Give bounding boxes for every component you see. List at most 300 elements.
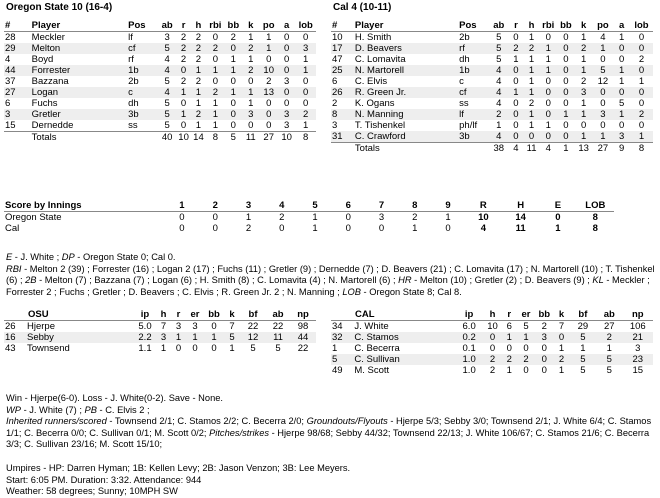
stat-cell: 32 (331, 332, 353, 343)
stat-cell: 1 (502, 332, 517, 343)
stat-cell: 0 (600, 120, 606, 131)
stat-cell: 0 (613, 43, 630, 54)
stat-cell: 0 (192, 343, 198, 354)
stat-cell: 4 (489, 65, 508, 76)
stat-cell: 0 (303, 98, 309, 109)
stat-cell: Melton (31, 43, 127, 54)
stat-cell: 0 (638, 98, 645, 109)
column-header: h (489, 309, 496, 320)
stat-cell: 0 (508, 65, 524, 76)
kl-label: KL (592, 275, 604, 286)
totals-cell: 9 (619, 143, 625, 154)
batter-row (331, 54, 653, 65)
stat-cell: 4 (496, 76, 502, 87)
column-header: a (619, 20, 625, 31)
decision-text: Win - Hjerpe(6-0). Loss - J. White(0-2). Save - None. (6, 393, 223, 403)
pitcher-row (331, 321, 653, 333)
stat-cell: 0 (278, 65, 295, 76)
stat-cell: 2 (180, 32, 187, 43)
stat-cell: 0 (535, 354, 553, 365)
stat-cell: 1 (592, 131, 613, 143)
stat-cell: 0 (211, 343, 217, 354)
stat-cell: 2 (489, 109, 508, 120)
stat-cell: 0 (508, 109, 524, 120)
inning-runs: 0 (212, 212, 218, 223)
stat-cell: ss (459, 98, 469, 109)
umpires: Umpires - HP: Darren Hyman; 1B: Kellen Levy; 2B: Jason Venzon; 3B: Lee Meyers. (6, 463, 351, 473)
rhe-value: 0 (555, 212, 561, 223)
stat-cell: 2 (528, 98, 535, 109)
inning-runs: 0 (445, 223, 451, 234)
stat-cell: 28 (5, 32, 16, 43)
stat-cell: J. White (354, 321, 389, 332)
stat-cell: Fuchs (31, 98, 58, 109)
stat-cell: 1 (171, 332, 186, 343)
column-header: rbi (542, 20, 555, 31)
stat-cell: C. Elvis (354, 76, 388, 87)
stat-cell: 15 (632, 365, 644, 376)
inning-runs: 1 (445, 212, 451, 223)
stat-cell: 4 (489, 131, 508, 143)
dp-label: DP (61, 252, 75, 262)
stat-cell: 2.2 (134, 332, 156, 343)
stat-cell: 98 (297, 321, 309, 332)
team-name: Cal (5, 223, 20, 234)
inherited-runners-text: - Townsend 2/1; C. Stamos 2/2; C. Becerra 2/0; (106, 416, 307, 427)
column-header: Pos (459, 20, 477, 31)
stat-cell: Logan (31, 87, 127, 98)
game-info (6, 463, 656, 498)
stat-cell: 1 (508, 87, 524, 98)
stat-cell: 1 (242, 87, 259, 98)
stat-cell: 0 (553, 332, 569, 343)
column-header: po (262, 20, 275, 31)
stat-cell: ss (128, 120, 138, 131)
stat-cell: 0 (545, 76, 551, 87)
stat-cell: 1 (195, 98, 202, 109)
column-header: ip (140, 309, 150, 320)
column-header: Player (354, 20, 384, 31)
stat-cell: H. Smith (354, 32, 392, 43)
stat-cell: 0 (545, 32, 551, 43)
stat-cell: 49 (332, 365, 343, 376)
stat-cell: 0.2 (455, 332, 483, 343)
inning-header: 2 (212, 200, 218, 211)
stat-cell: 1 (592, 43, 613, 54)
column-header: k (580, 20, 587, 31)
pitching-team-title: CAL (355, 309, 375, 320)
stat-cell: 8 (331, 109, 354, 120)
stat-cell: cf (458, 87, 489, 98)
stat-cell: 0 (638, 32, 645, 43)
stat-cell: 2 (575, 43, 593, 54)
stat-cell: 5 (619, 98, 625, 109)
inning-runs: 0 (345, 212, 351, 223)
stat-cell: 21 (622, 332, 653, 343)
totals-cell: 1 (563, 143, 569, 154)
inning-runs: 1 (245, 212, 252, 223)
stat-cell: N. Martorell (354, 65, 458, 76)
stat-cell: 12 (240, 332, 266, 343)
batter-row (4, 109, 316, 120)
stat-cell: 1 (619, 76, 625, 87)
stat-cell: 0.1 (462, 343, 476, 354)
stat-cell: 0 (619, 120, 625, 131)
stat-cell: 2 (596, 332, 622, 343)
pitches-strikes-label: Pitches/strikes (209, 427, 270, 438)
stat-cell: 2b (459, 32, 470, 43)
column-header: ab (161, 20, 173, 31)
stat-cell: 5 (580, 365, 586, 376)
stat-cell: 2 (332, 98, 338, 109)
stat-cell: 0 (303, 32, 309, 43)
stat-cell: 1.0 (455, 354, 483, 365)
stat-cell: 34 (332, 321, 343, 332)
stat-cell: 1 (539, 65, 557, 76)
stat-cell: 25 (331, 65, 354, 76)
stat-cell: 5 (592, 65, 613, 76)
stat-cell: 11 (266, 332, 290, 343)
stat-cell: 1b (127, 65, 158, 76)
game-notes (6, 252, 656, 298)
stat-cell: 0 (557, 87, 575, 98)
stat-cell: 26 (5, 321, 16, 332)
rhe-value: 4 (480, 223, 486, 234)
stat-cell: 0 (225, 43, 242, 54)
stat-cell: 3 (535, 332, 553, 343)
stat-cell: dh (459, 54, 470, 65)
column-header: k (558, 309, 565, 320)
stat-cell: 1.0 (462, 365, 476, 376)
column-header: np (297, 309, 309, 320)
batter-row (4, 87, 316, 98)
stat-cell: 3 (332, 120, 338, 131)
stat-cell: 5 (606, 365, 612, 376)
totals-cell: 14 (193, 132, 204, 143)
stat-cell: 1 (266, 32, 272, 43)
stat-cell: 31 (331, 131, 354, 143)
stat-cell: 0 (619, 54, 625, 65)
inning-header: 4 (279, 200, 285, 211)
stat-cell: 0 (211, 321, 217, 332)
totals-row (331, 143, 653, 155)
e-label: E (6, 252, 13, 262)
stat-cell: 0 (176, 65, 190, 76)
pitcher-row (331, 332, 653, 343)
lob-text: - Oregon State 8; Cal 8. (360, 286, 462, 297)
stat-cell: 2 (508, 43, 524, 54)
stat-cell: 1 (575, 65, 593, 76)
stat-cell: 13 (259, 87, 277, 98)
column-header: ab (603, 309, 615, 320)
rhe-header: E (554, 200, 562, 211)
kl-text: - Meckler ; Forrester 2 ; Fuchs ; Gretler ; D. Beavers ; C. Elvis ; R. Green Jr. 2 ; N. Manning ; (6, 275, 650, 297)
stat-cell: 0 (212, 54, 219, 65)
stat-cell: 3 (242, 109, 259, 120)
stat-cell: 29 (577, 321, 589, 332)
team-name: Oregon State (5, 212, 62, 223)
stat-cell: Dernedde (31, 120, 74, 131)
column-header: lob (298, 20, 313, 31)
stat-cell: 2 (176, 43, 190, 54)
totals-cell (4, 132, 31, 144)
stat-cell: cf (127, 43, 158, 54)
stat-cell: 0 (230, 120, 236, 131)
stat-cell: 3 (175, 321, 182, 332)
totals-cell: Totals (354, 143, 380, 154)
stat-cell: 2 (638, 54, 645, 65)
stat-cell: Townsend (27, 343, 70, 354)
stat-cell: 0 (303, 76, 309, 87)
column-header: k (229, 309, 235, 320)
stat-cell: 47 (332, 54, 343, 65)
pitches-strikes-text: - Hjerpe 98/68; Sebby 44/32; Townsend 22/13; J. White 106/67; C. Stamos 21/6; C. Becerra 3/3; C. Sullivan 23/16; M. Scott 15/10; (6, 427, 650, 450)
stat-cell: 3 (284, 76, 290, 87)
stat-cell: 4 (158, 65, 176, 76)
totals-cell (458, 143, 489, 155)
pitching-team-title: OSU (28, 309, 49, 320)
away-batting-table (331, 20, 653, 154)
stat-cell: 6.0 (462, 321, 476, 332)
pb-label: PB (84, 404, 97, 415)
stat-cell: 1 (580, 32, 587, 43)
stat-cell: 1 (191, 87, 206, 98)
stat-cell: 0 (225, 109, 242, 120)
totals-cell: 27 (597, 143, 609, 154)
stat-cell: 0 (580, 120, 587, 131)
stat-cell: 0 (600, 54, 606, 65)
stat-cell: 1 (545, 120, 551, 131)
away-team-title: Cal 4 (10-11) (333, 2, 392, 13)
stat-cell: 1 (191, 65, 206, 76)
stat-cell: 0 (539, 87, 557, 98)
stat-cell: 2 (524, 43, 540, 54)
stat-cell: 0 (278, 43, 295, 54)
stat-cell: Sebby (26, 332, 134, 343)
column-header: r (176, 309, 181, 320)
inning-runs: 1 (412, 223, 418, 234)
rbi-text: - Melton 2 (39) ; Forrester (16) ; Logan 2 (17) ; Fuchs (11) ; Gretler (9) ; Dernedde (7) ; D. Beavers (21) ; C. Lomavita (17) ; N. Martorell (10) ; T. Tishenkel (6) ; (6, 263, 655, 286)
away-batting-body (331, 32, 653, 155)
stat-cell: 1.1 (138, 343, 152, 354)
stat-cell: 2b (128, 76, 139, 87)
column-header: h (160, 309, 167, 320)
stat-cell: T. Tishenkel (354, 120, 406, 131)
stat-cell: 22 (247, 321, 259, 332)
hr-label: HR (398, 275, 412, 286)
totals-cell: 11 (526, 143, 537, 154)
stat-cell: 1 (295, 65, 316, 76)
stat-cell: 3 (295, 43, 316, 54)
stat-cell: 0 (212, 76, 219, 87)
totals-cell: 27 (263, 132, 274, 143)
pitching-notes (6, 393, 656, 451)
totals-cell: 4 (545, 143, 551, 154)
stat-cell: 1 (528, 32, 535, 43)
stat-cell: 0 (630, 65, 653, 76)
stat-cell: 4 (496, 98, 502, 109)
stat-cell: 5 (523, 321, 529, 332)
stat-cell: 5.0 (138, 321, 152, 332)
stat-cell: 7 (160, 321, 167, 332)
wp-text: - J. White (7) ; (20, 404, 85, 415)
inning-header: 5 (312, 200, 318, 211)
stat-cell: 0 (539, 131, 557, 143)
stat-cell: 0 (557, 131, 575, 143)
stat-cell: C. Becerra (354, 343, 400, 354)
stat-cell: 1 (517, 332, 535, 343)
stat-cell: 2 (580, 76, 587, 87)
away-pitching-header (331, 309, 653, 321)
stat-cell: 4 (158, 87, 176, 98)
stat-cell: 10 (332, 32, 343, 43)
stat-cell: 0 (524, 131, 540, 143)
stat-cell: 2 (553, 354, 569, 365)
stat-cell: 5 (164, 76, 170, 87)
pb-text: - C. Elvis 2 ; (96, 404, 150, 415)
batter-row (331, 76, 653, 87)
batter-row (4, 54, 316, 65)
column-header: r (514, 20, 518, 31)
stat-cell: 1 (638, 76, 645, 87)
column-header: Player (31, 20, 61, 31)
stat-cell: 1 (545, 54, 551, 65)
column-header: r (507, 309, 512, 320)
home-pitching-header (4, 309, 316, 321)
stat-cell: 4 (600, 32, 606, 43)
stat-cell: 0 (248, 76, 254, 87)
column-header: er (521, 309, 531, 320)
stat-cell: 0 (563, 98, 569, 109)
rhe-value: 1 (555, 223, 561, 234)
stat-cell: 0 (284, 54, 290, 65)
stat-cell: 1 (176, 109, 190, 120)
doubles-label: 2B (25, 275, 37, 286)
column-header: ab (272, 309, 284, 320)
stat-cell: 2 (191, 43, 206, 54)
stat-cell: 5 (570, 332, 596, 343)
totals-cell: 10 (178, 132, 189, 143)
stat-cell: 0 (592, 87, 613, 98)
batter-row (4, 32, 316, 44)
column-header: # (5, 20, 11, 31)
stat-cell: 0 (638, 120, 645, 131)
stat-cell: 1 (558, 343, 565, 354)
stat-cell: 1 (160, 343, 167, 354)
stat-cell: 0 (563, 76, 569, 87)
inherited-runners-label: Inherited runners/scored (6, 416, 107, 427)
stat-cell: 1 (206, 109, 224, 120)
stat-cell: 27 (4, 87, 31, 98)
stat-cell: 0 (266, 98, 272, 109)
stat-cell: Boyd (31, 54, 54, 65)
stat-cell: Forrester (31, 65, 127, 76)
stat-cell: C. Sullivan (353, 354, 455, 365)
batter-row (331, 87, 653, 98)
stat-cell: dh (128, 98, 139, 109)
stat-cell: 4 (164, 54, 170, 65)
stat-cell: 0 (175, 343, 182, 354)
stat-cell: 5 (331, 354, 353, 365)
stat-cell: 3b (127, 109, 158, 120)
column-header: Pos (128, 20, 146, 31)
away-pitching-table (331, 309, 653, 376)
column-header: # (332, 20, 338, 31)
column-header: lob (634, 20, 649, 31)
inning-runs: 0 (179, 223, 185, 234)
stat-cell: 5 (496, 54, 502, 65)
stat-cell: 5 (489, 43, 508, 54)
stat-cell: K. Ogans (354, 98, 395, 109)
score-by-innings-title: Score by Innings (5, 200, 82, 211)
stat-cell: 3 (4, 109, 31, 120)
stat-cell: 0 (523, 365, 529, 376)
column-header: h (528, 20, 535, 31)
stat-cell: 0 (557, 43, 575, 54)
stat-cell: 0 (513, 98, 519, 109)
stat-cell: 1 (580, 54, 587, 65)
stat-cell: 1 (524, 109, 540, 120)
batter-row (331, 65, 653, 76)
stat-cell: 3 (592, 109, 613, 120)
totals-cell (127, 132, 158, 144)
batter-row (331, 109, 653, 120)
stat-cell: 0 (508, 131, 524, 143)
stat-cell: 0 (284, 32, 290, 43)
stat-cell: 43 (5, 343, 16, 354)
stat-cell: 2 (180, 54, 187, 65)
stat-cell: 0 (541, 343, 547, 354)
stat-cell: 0 (230, 76, 236, 87)
column-header: a (284, 20, 290, 31)
stat-cell: 6 (506, 321, 512, 332)
stat-cell: 4 (489, 87, 508, 98)
rhe-value: 8 (592, 212, 598, 223)
inning-runs: 3 (378, 212, 385, 223)
stat-cell: 5 (496, 32, 502, 43)
team-line-score (4, 212, 614, 224)
stat-cell: 27 (603, 321, 615, 332)
stat-cell: 0 (563, 54, 569, 65)
stat-cell: 2 (195, 54, 202, 65)
stat-cell: 5 (275, 343, 281, 354)
stat-cell: D. Beavers (354, 43, 458, 54)
stat-cell: 5 (250, 343, 256, 354)
stat-cell: 44 (290, 332, 316, 343)
stat-cell: N. Manning (354, 109, 458, 120)
score-by-innings-header (4, 200, 614, 212)
stat-cell: 37 (5, 76, 16, 87)
inning-runs: 2 (412, 212, 418, 223)
stat-cell: 2 (206, 43, 224, 54)
inning-runs: 2 (279, 212, 285, 223)
stat-cell: 3 (164, 32, 170, 43)
stat-cell: 1 (212, 98, 219, 109)
pitcher-row (4, 321, 316, 333)
stat-cell: 2 (195, 76, 202, 87)
stat-cell: 3 (192, 321, 198, 332)
stat-cell: 26 (331, 87, 354, 98)
totals-cell: Totals (31, 132, 57, 143)
stat-cell: 1 (524, 65, 540, 76)
totals-cell: 4 (513, 143, 519, 154)
stat-cell: 22 (272, 321, 284, 332)
stat-cell: 1 (630, 131, 653, 143)
column-header: bb (227, 20, 240, 31)
stat-cell: 1 (524, 87, 540, 98)
away-pitching-body (331, 321, 653, 377)
stat-cell: 0 (563, 120, 569, 131)
